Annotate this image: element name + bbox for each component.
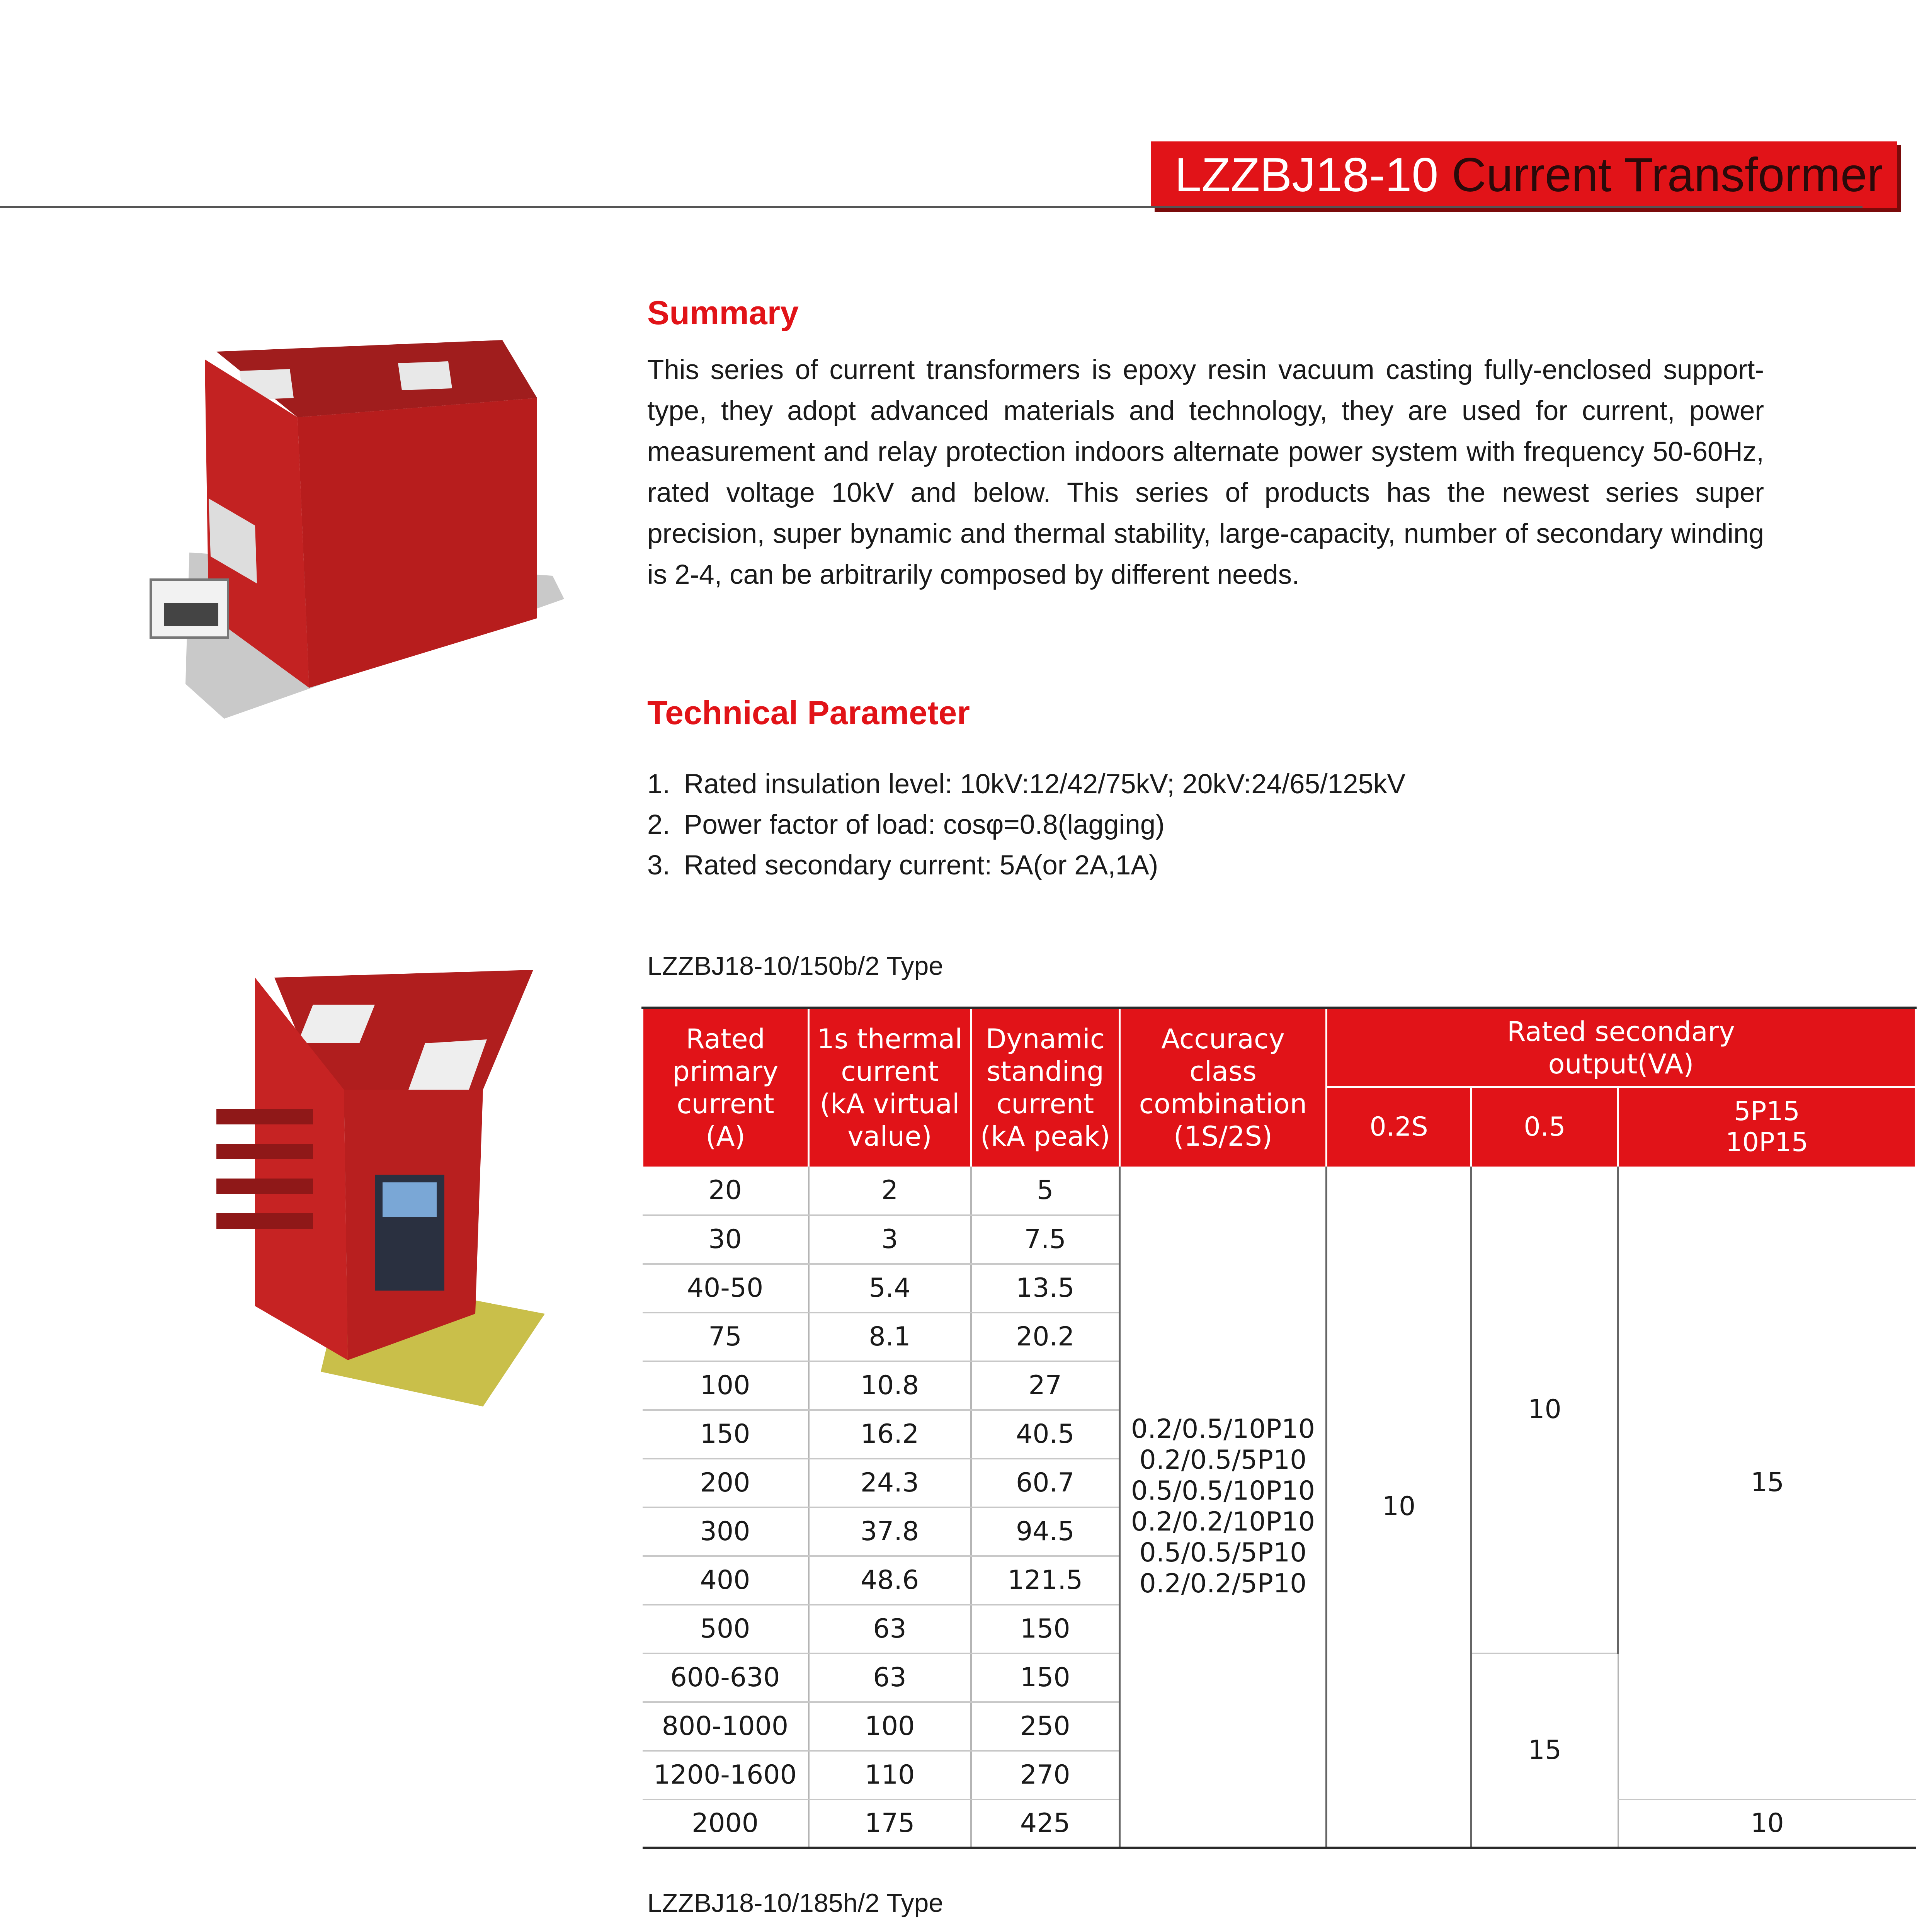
cell-line: combination (1139, 1088, 1307, 1120)
table-cell: 300 (643, 1507, 809, 1556)
cell-line: (kA virtual (820, 1088, 960, 1120)
table-cell: 5 (971, 1167, 1120, 1215)
t1-head-0.2s: 0.2S (1327, 1087, 1471, 1167)
table-cell: 3 (809, 1215, 971, 1264)
table-cell: 63 (809, 1653, 971, 1702)
table-cell: 8.1 (809, 1313, 971, 1361)
cell-line: Rated (686, 1023, 765, 1055)
table-cell: 500 (643, 1605, 809, 1653)
cell-line: standing (987, 1056, 1104, 1088)
table-cell: 800-1000 (643, 1702, 809, 1751)
cell-line: 0.2/0.2/5P10 (1139, 1568, 1307, 1599)
t1-output-0.2s: 10 (1327, 1167, 1471, 1848)
cell-line: (A) (706, 1121, 745, 1153)
cell-line: Dynamic (985, 1023, 1105, 1055)
cell-line: 1s thermal (817, 1023, 963, 1055)
cell-line: Accuracy (1161, 1023, 1285, 1055)
technical-heading: Technical Parameter (647, 694, 970, 731)
cell-line: current (841, 1056, 939, 1088)
cell-line: 0.5/0.5/10P10 (1131, 1475, 1315, 1506)
cell-line: 0.2/0.2/10P10 (1131, 1506, 1315, 1537)
terminal-block (164, 603, 218, 626)
table-cell: 250 (971, 1702, 1120, 1751)
table-cell: 7.5 (971, 1215, 1120, 1264)
table-cell: 175 (809, 1799, 971, 1848)
front-face (298, 398, 537, 688)
cell-line: 0.2/0.5/5P10 (1139, 1444, 1307, 1475)
title-product: Current Transformer (1451, 148, 1883, 202)
cell-line: current (677, 1088, 774, 1120)
table-cell: 63 (809, 1605, 971, 1653)
table-cell: 150 (971, 1653, 1120, 1702)
table1-caption: LZZBJ18-10/150b/2 Type (647, 951, 944, 981)
cell-line: 10P15 (1725, 1127, 1808, 1158)
table-cell: 100 (643, 1361, 809, 1410)
cell-line: 5P15 (1734, 1096, 1800, 1127)
cell-line: (kA peak) (980, 1121, 1111, 1153)
product-photo-bottom (128, 927, 583, 1461)
cell-line: current (996, 1088, 1094, 1120)
table-cell: 40-50 (643, 1264, 809, 1313)
table-cell: 2000 (643, 1799, 809, 1848)
terminal-p2 (398, 361, 452, 390)
table-cell: 121.5 (971, 1556, 1120, 1605)
table-cell: 100 (809, 1702, 971, 1751)
title-model: LZZBJ18-10 (1175, 148, 1439, 202)
table-cell: 400 (643, 1556, 809, 1605)
t1-output-5p15-lower: 10 (1618, 1799, 1916, 1848)
table-cell: 600-630 (643, 1653, 809, 1702)
t1-output-0.5-upper: 10 (1471, 1167, 1618, 1653)
t1-output-0.5-lower: 15 (1471, 1653, 1618, 1848)
table-cell: 2 (809, 1167, 971, 1215)
cell-line: 0.5/0.5/5P10 (1139, 1537, 1307, 1568)
table2-caption: LZZBJ18-10/185h/2 Type (647, 1888, 944, 1918)
table-cell: 27 (971, 1361, 1120, 1410)
param-item-3: 3. Rated secondary current: 5A(or 2A,1A) (647, 850, 1158, 881)
table-cell: 13.5 (971, 1264, 1120, 1313)
t1-head-dynamic (971, 1008, 1120, 1167)
table-cell: 60.7 (971, 1459, 1120, 1507)
table-row (643, 1167, 1916, 1215)
table-cell: 1200-1600 (643, 1751, 809, 1799)
table-cell: 94.5 (971, 1507, 1120, 1556)
table-cell: 20.2 (971, 1313, 1120, 1361)
summary-heading: Summary (647, 294, 799, 332)
t1-head-5p15 (1618, 1087, 1916, 1167)
table-cell: 425 (971, 1799, 1120, 1848)
cell-line: output(VA) (1548, 1048, 1694, 1080)
table-cell: 75 (643, 1313, 809, 1361)
product-photo-top (128, 282, 583, 734)
table-cell: 110 (809, 1751, 971, 1799)
table-cell: 270 (971, 1751, 1120, 1799)
cell-line: Rated secondary (1507, 1015, 1735, 1048)
cell-line: 0.2/0.5/10P10 (1131, 1413, 1315, 1444)
param-item-1: 1. Rated insulation level: 10kV:12/42/75kV; 20kV:24/65/125kV (647, 769, 1405, 799)
table-cell: 20 (643, 1167, 809, 1215)
table-cell: 37.8 (809, 1507, 971, 1556)
table-cell: 16.2 (809, 1410, 971, 1459)
t1-head-output (1327, 1008, 1916, 1087)
t1-head-0.5: 0.5 (1471, 1087, 1618, 1167)
table-cell: 24.3 (809, 1459, 971, 1507)
table-cell: 40.5 (971, 1410, 1120, 1459)
cell-line: (1S/2S) (1173, 1121, 1273, 1153)
param-item-2: 2. Power factor of load: cosφ=0.8(lagging) (647, 810, 1165, 840)
table-cell: 5.4 (809, 1264, 971, 1313)
table-cell: 150 (643, 1410, 809, 1459)
summary-text: This series of current transformers is epoxy resin vacuum casting fully-enclosed support-type, they adopt advanced materials and technology, they are used for current, power measurement and relay protection indoors alternate power system with frequency 50-60Hz, rated voltage 10kV and below. This series of products has the newest series super precision, super bynamic and thermal stability, large-capacity, number of secondary winding is 2-4, can be arbitrarily composed by different needs. (647, 355, 1764, 590)
table1 (641, 1007, 1917, 1849)
t1-head-accuracy (1120, 1008, 1327, 1167)
table-cell: 48.6 (809, 1556, 971, 1605)
t1-head-thermal (809, 1008, 971, 1167)
table-cell: 200 (643, 1459, 809, 1507)
t1-head-primary (643, 1008, 809, 1167)
header-rule (0, 206, 1863, 208)
cell-line: primary (672, 1056, 779, 1088)
t1-accuracy-combinations (1120, 1167, 1327, 1848)
page-title (1175, 146, 1883, 204)
cell-line: class (1189, 1056, 1257, 1088)
table-cell: 150 (971, 1605, 1120, 1653)
t1-output-5p15-upper: 15 (1618, 1167, 1916, 1799)
table-cell: 10.8 (809, 1361, 971, 1410)
table-cell: 30 (643, 1215, 809, 1264)
cell-line: value) (847, 1121, 932, 1153)
nameplate-label (383, 1182, 437, 1217)
